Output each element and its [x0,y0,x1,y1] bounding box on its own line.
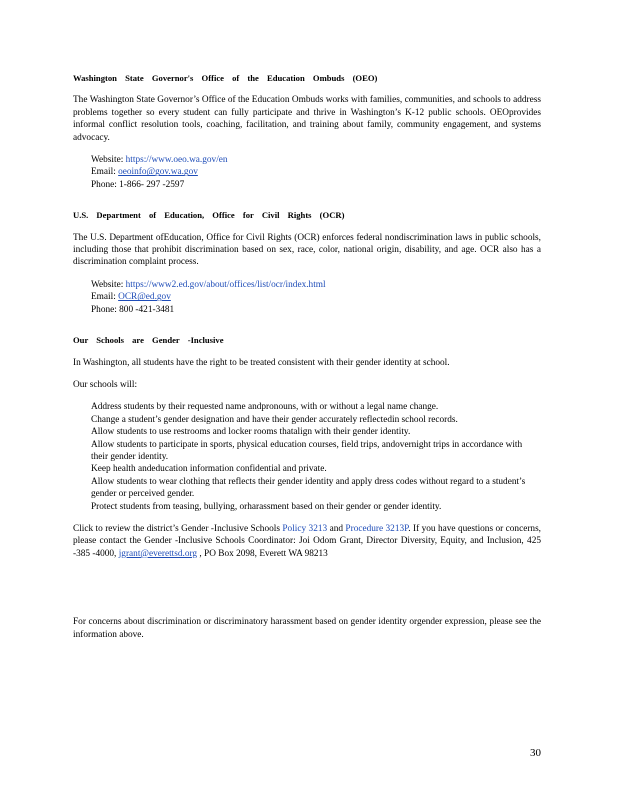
list-item [73,401,541,413]
list-item-text: Protect students from teasing, bullying, orharassment based on their gender or gender identity. [91,501,442,512]
page-content [73,72,541,651]
ocr-contact-list [73,279,541,316]
policy-review-and: and [327,523,346,534]
ocr-description: The U.S. Department ofEducation, Office for Civil Rights (OCR) enforces federal nondiscrimination laws in public schools, including those that prohibit discrimination based on sex, race, color, national origin, disability, and age. OCR also has a discrimination complaint process. [73,232,541,268]
closing-paragraph: For concerns about discrimination or discriminatory harassment based on gender identity orgender expression, please see the information above. [73,617,541,640]
list-item-text: Change a student’s gender designation and have their gender accurately reflectedin school records. [91,414,458,425]
list-item-text: Address students by their requested name andpronouns, with or without a legal name change. [91,402,439,413]
policy-review-text-1: Click to review the district’s Gender -Inclusive Schools [73,523,283,534]
oeo-email-link[interactable]: oeoinfo@gov.wa.gov [118,167,198,178]
oeo-website-link[interactable]: https://www.oeo.wa.gov/en [125,155,228,166]
page-number: 30 [530,747,541,759]
coordinator-email-link[interactable]: jgrant@everettsd.org [118,548,198,559]
list-item-text: Allow students to participate in sports, physical education courses, field trips, andovernight trips in accordance with their gender identity. [91,439,523,462]
ocr-phone-label: Phone: [91,304,117,315]
policy-review-text-2: . If you have questions or concerns, please contact the Gender -Inclusive Schools Coordinator: Joi Odom Grant, Director Diversity, Equity, and Inclusion, 425 -385 -4000, [73,523,542,559]
list-item [73,414,541,426]
list-item [73,426,541,438]
ocr-email-link[interactable]: OCR@ed.gov [118,292,171,303]
oeo-email-item [73,166,541,178]
list-item-text: Allow students to use restrooms and locker rooms thatalign with their gender identity. [91,427,411,438]
gender-inclusive-list [73,401,541,513]
gender-inclusive-intro: In Washington, all students have the right to be treated consistent with their gender identity at school. [73,357,450,368]
list-item [73,476,541,501]
oeo-description: The Washington State Governor’s Office of the Education Ombuds works with families, communities, and schools to address problems together so every student can fully participate and thrive in Washington’s K-12 public schools. OEOprovides informal conflict resolution tools, coaching, facilitation, and training about family, community engagement, and systems advocacy. [73,95,541,143]
list-item [73,439,541,464]
oeo-email-label: Email: [91,167,116,178]
oeo-website-label: Website: [91,155,124,166]
oeo-heading: Washington State Governor's Office of the Education Ombuds (OEO) [73,73,378,83]
gender-inclusive-lead: Our schools will: [73,379,138,390]
policy-review-paragraph [73,523,541,560]
ocr-phone-item [73,304,541,316]
ocr-email-item [73,291,541,303]
list-item-text: Keep health andeducation information confidential and private. [91,464,327,475]
oeo-phone-item [73,179,541,191]
ocr-phone-number: 800 -421-3481 [119,304,175,315]
list-item [73,463,541,475]
oeo-phone-label: Phone: [91,179,117,190]
list-item-text: Allow students to wear clothing that reflects their gender identity and apply dress codes without regard to a student’s gender or perceived gender. [91,476,526,500]
ocr-email-label: Email: [91,292,116,303]
oeo-phone-number: 1-866- 297 -2597 [119,179,185,190]
list-item [73,501,541,513]
ocr-website-label: Website: [91,279,124,290]
ocr-website-link[interactable]: https://www2.ed.gov/about/offices/list/ocr/index.html [125,279,326,290]
policy-3213-link[interactable]: Policy 3213 [282,523,328,534]
oeo-website-item [73,154,541,166]
ocr-heading: U.S. Department of Education, Office for Civil Rights (OCR) [73,210,345,221]
ocr-website-item [73,279,541,291]
oeo-contact-list [73,154,541,191]
gender-inclusive-heading: Our Schools are Gender -Inclusive [73,335,224,346]
procedure-3213p-link[interactable]: Procedure 3213P [345,523,409,534]
policy-review-text-3: , PO Box 2098, Everett WA 98213 [197,548,328,559]
